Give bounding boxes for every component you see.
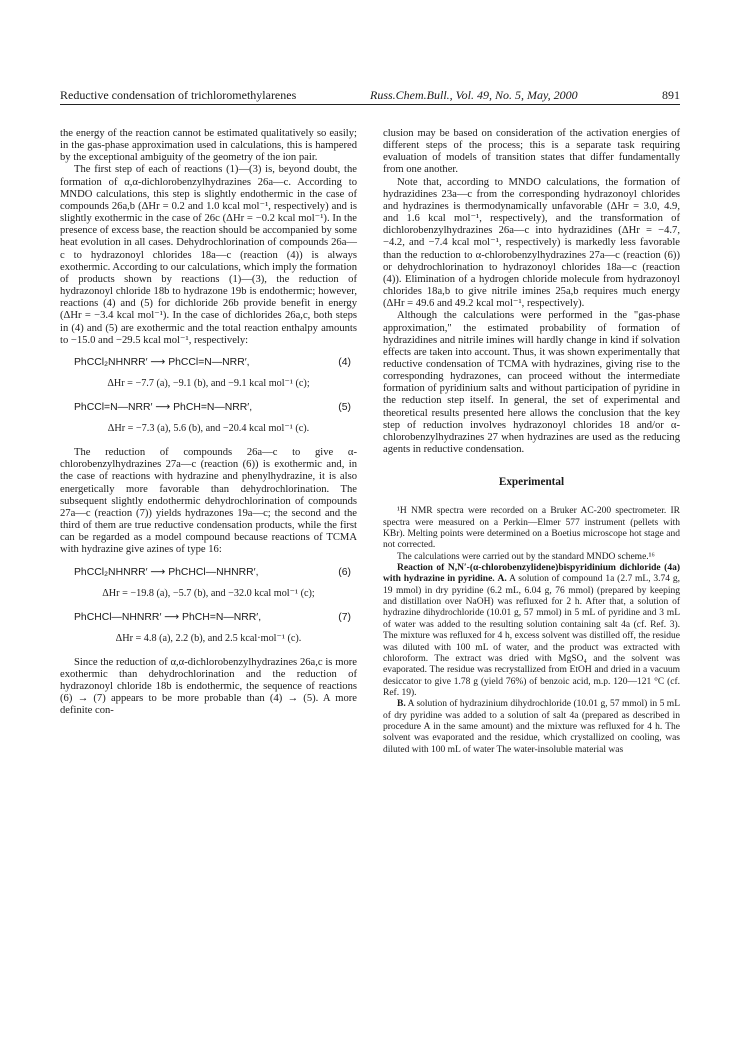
reaction-enthalpy: ΔHr = −7.7 (a), −9.1 (b), and −9.1 kcal mol⁻¹ (c);: [107, 377, 310, 389]
paragraph: Note that, according to MNDO calculations, the formation of hydrazidines 23a—c from the corresponding hydrazonoyl chlorides and hydrazines is thermodynamically unfavorable (ΔHr = 3.0, 4.9, and 1.6 kcal mol⁻¹, respectively), and the transformation of dichlorobenzylhydrazines 26a—c into hydrazidines (ΔHr = −4.7, −4.2, and −7.4 kcal mol⁻¹, respectively) is markedly less favorable than the reduction to α-chlorobenzylhydrazines 27a—c (reaction (6)) or dehydrochlorination to hydrazonoyl chlorides 18a—c (reaction (4)). Elimination of a hydrogen chloride molecule from hydrazonoyl chlorides 18a,b to give nitrile imines 25a,b requires much energy (ΔHr = 49.6 and 49.2 kcal mol⁻¹, respectively).: [383, 176, 680, 310]
paragraph: The calculations were carried out by the standard MNDO scheme.¹⁶: [397, 551, 655, 562]
section-title-experimental: Experimental: [498, 476, 565, 489]
experimental-section: [383, 506, 680, 756]
equation-6: [60, 567, 357, 582]
paragraph: clusion may be based on consideration of the activation energies of different steps of the process; this is a separate task requiring evaluation of models of transition states that differ fundamentally from one another.: [383, 128, 680, 176]
procedure-text: A solution of hydrazinium dihydrochloride (10.01 g, 57 mmol) in 5 mL of dry pyridine was added to a solution of salt 4a (prepared as described in procedure A in the same amount) and the mixture was refluxed for 4 h. The solvent was evaporated and the residue, which crystallized on cooling, was diluted with 100 mL of water The water-insoluble material was: [383, 699, 680, 755]
procedure-label: B.: [397, 699, 406, 710]
procedure-label: A.: [497, 574, 507, 585]
equation-number: (7): [338, 611, 351, 623]
header-page-number: 891: [662, 88, 680, 102]
paragraph: The first step of each of reactions (1)—(3) is, beyond doubt, the formation of α,α-dichlorobenzylhydrazines 26a—c. According to MNDO calculations, this step is slightly endothermic in the case of compounds 26a,b (ΔHr = 0.2 and 1.0 kcal mol⁻¹, respectively) and is slightly exothermic in the case of 26c (ΔHr = −0.2 kcal mol⁻¹). In the presence of excess base, the reaction should be accompanied by some heat evolution in all cases. Dehydrochlorination of compounds 26a—c to hydrazonoyl chlorides 18a—c (reaction (4)) is always exothermic. According to our calculations, which imply the formation of products shown by reactions (1)—(3), the reduction of hydrazonoyl chloride 18b to hydrazone 19b is endothermic; however, reactions (4) and (5) for dichloride 26b provide benefit in energy (ΔHr = −3.4 kcal mol⁻¹). In the case of dichlorides 26a,c, both steps in (4) and (5) are exothermic and the total reaction enthalpy amounts to −15.0 and −29.5 kcal mol⁻¹, respectively:: [60, 164, 357, 346]
equation-formula: PhCCl=N—NRR′ ⟶ PhCH=N—NRR′,: [74, 401, 253, 413]
equation-5: [60, 402, 357, 417]
reaction-enthalpy: ΔHr = −7.3 (a), 5.6 (b), and −20.4 kcal mol⁻¹ (c).: [107, 422, 310, 434]
left-column: [60, 128, 357, 718]
reaction-enthalpy: ΔHr = 4.8 (a), 2.2 (b), and 2.5 kcal·mol⁻¹ (c).: [115, 632, 302, 644]
equation-formula: PhCHCl—NHNRR′ ⟶ PhCH=N—NRR′,: [74, 611, 262, 623]
paragraph: [383, 563, 680, 699]
equation-formula: PhCCl₂NHNRR′ ⟶ PhCCl=N—NRR′,: [74, 356, 250, 368]
procedure-text: A solution of compound 1a (2.7 mL, 3.74 g, 19 mmol) in dry pyridine (6.2 mL, 6.04 g, 76 mmol) (prepared by keeping and distillation over NaOH) was refluxed for 2 h. After that, a solution of hydrazine dihydrochloride (10.01 g, 57 mmol) in 5 mL of pyridine and 3 mL of water was added to the resulting solution containing salt 4a (cf. Ref. 3). The mixture was refluxed for 4 h, excess solvent was distilled off, the residue was diluted with 100 mL of water, and the product was extracted with chloroform. The extract was dried with MgSO₄ and the solvent was evaporated. The residue was recrystallized from EtOH and dried in a vacuum desiccator to give 1.78 g (yield 76%) of benzoic acid, m.p. 120—121 °C (cf. Ref. 19).: [383, 574, 680, 698]
equation-7: [60, 612, 357, 627]
paragraph: [383, 699, 680, 756]
equation-formula: PhCCl₂NHNRR′ ⟶ PhCHCl—NHNRR′,: [74, 566, 259, 578]
running-header: [60, 88, 680, 105]
header-article-title: Reductive condensation of trichloromethylarenes: [60, 88, 297, 102]
equation-4: [60, 357, 357, 372]
equation-number: (5): [338, 401, 351, 413]
paragraph: the energy of the reaction cannot be estimated qualitatively so easily; in the gas-phase approximation used in calculations, this is hampered by the exceptional ambiguity of the geometry of the ion pair.: [60, 128, 357, 164]
paragraph: Since the reduction of α,α-dichlorobenzylhydrazines 26a,c is more exothermic than dehydrochlorination and the reduction of hydrazonoyl chloride 18b is endothermic, the sequence of reactions (6) → (7) appears to be more probable than (4) → (5). A more definite con-: [60, 656, 357, 717]
reaction-enthalpy: ΔHr = −19.8 (a), −5.7 (b), and −32.0 kcal mol⁻¹ (c);: [102, 587, 315, 599]
paragraph: The reduction of compounds 26a—c to give α-chlorobenzylhydrazines 27a—c (reaction (6)) is exothermic and, in the case of reactions with hydrazine and phenylhydrazine, it is also energetically more favorable than dehydrochlorination. The subsequent slightly endothermic dehydrochlorination of compounds 27a—c (reaction (7)) yields hydrazones 19a—c; the second and the third of them are true reductive condensation products, while the first can be regarded as a model compound because reactions of TCMA with hydrazine give azines of type 16:: [60, 447, 357, 556]
equation-number: (4): [338, 356, 351, 368]
right-column: [383, 128, 680, 756]
header-journal-citation: Russ.Chem.Bull., Vol. 49, No. 5, May, 2000: [370, 88, 578, 102]
paragraph: Although the calculations were performed in the "gas-phase approximation," the estimated probability of formation of hydrazidines and nitrile imines will hardly change in kind if solvation effects are taken into account. Thus, it was shown experimentally that reductive condensation of TCMA with hydrazines, giving rise to the corresponding hydrazones, can proceed without the intermediate formation of pyridinium salts and without participation of pyridine in the reduction step itself. In general, the set of experimental and theoretical results presented here allows the conclusion that the key step of reduction involves hydrazonoyl chlorides 18 and/or α-chlorobenzylhydrazines 27 when hydrazines are used as the reducing agents in reductive condensation.: [383, 310, 680, 456]
procedure-title: Reaction of N,N′-(α-chlorobenzylidene)bispyridinium dichloride (4a) with hydrazine in pyridine.: [383, 563, 680, 585]
paragraph: ¹H NMR spectra were recorded on a Bruker AC-200 spectrometer. IR spectra were measured on a Perkin—Elmer 577 instrument (pellets with KBr). Melting points were determined on a Boetius microscope hot stage and not corrected.: [383, 506, 680, 551]
equation-number: (6): [338, 566, 351, 578]
